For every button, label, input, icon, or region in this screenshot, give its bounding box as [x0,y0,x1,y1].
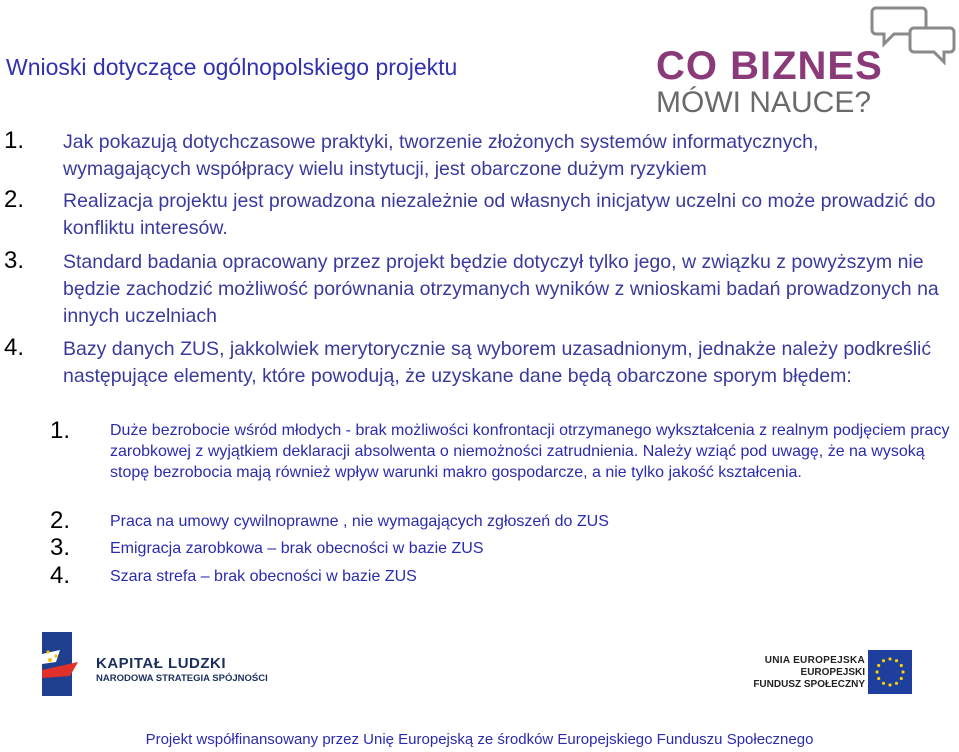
list-number: 4. [4,334,25,361]
sub-list-text: Praca na umowy cywilnoprawne , nie wymagających zgłoszeń do ZUS [110,513,609,530]
list-text: Jak pokazują dotychczasowe praktyki, tworzenie złożonych systemów informatycznych, wymagających współpracy wielu instytucji, jest obarczone dużym ryzykiem [63,131,819,180]
list-text: Standard badania opracowany przez projekt będzie dotyczył tylko jego, w związku z powyższym nie będzie zachodzić możliwość porównania otrzymanych wyników z wnioskami badań prowadzonych na innych uczelniach [63,251,939,327]
sub-list-text: Szara strefa – brak obecności w bazie ZUS [110,568,417,585]
eu-label-line2: EUROPEJSKI [800,667,865,678]
eu-label [745,655,865,691]
logo-subtitle: MÓWI NAUCE? [656,86,872,119]
list-text: Bazy danych ZUS, jakkolwiek merytorycznie są wyborem uzasadnionym, jednakże należy podkreślić następujące elementy, które powodują, że uzyskane dane będą obarczone sporym błędem: [63,338,932,387]
eu-label-line3: FUNDUSZ SPOŁECZNY [753,679,865,690]
list-number: 3. [4,247,25,274]
eu-flag-icon [868,650,912,694]
page-title: Wnioski dotyczące ogólnopolskiego projektu [6,54,458,80]
logo-title: CO BIZNES [656,44,883,88]
sub-list-text: Emigracja zarobkowa – brak obecności w bazie ZUS [110,540,484,557]
sub-list-text: Duże bezrobocie wśród młodych - brak możliwości konfrontacji otrzymanego wykształcenia z realnym podjęciem pracy zarobkowej z wyjątkiem deklaracji absolwenta o niemożności zatrudnienia. Należy wziąć pod uwagę, że na wysoką stopę bezrobocia mają również wpływ warunki makro gospodarcze, a nie tylko jakość kształcenia. [110,422,950,481]
sub-list-number: 3. [50,534,71,561]
eu-label-line1: UNIA EUROPEJSKA [764,655,865,666]
kapital-ludzki-subtitle: NARODOWA STRATEGIA SPÓJNOŚCI [96,673,268,684]
list-text: Realizacja projektu jest prowadzona niezależnie od własnych inicjatyw uczelni co może prowadzić do konfliktu interesów. [63,190,936,239]
footer-text: Projekt współfinansowany przez Unię Europejską ze środków Europejskiego Funduszu Społecznego [145,731,814,748]
list-number: 2. [4,186,25,213]
kapital-ludzki-title: KAPITAŁ LUDZKI [96,655,227,672]
sub-list-number: 4. [50,562,71,589]
sub-list-number: 1. [50,417,71,444]
kapital-ludzki-logo-icon [40,632,80,696]
list-number: 1. [4,127,25,154]
sub-list-number: 2. [50,507,71,534]
speech-bubbles-icon [870,4,958,66]
